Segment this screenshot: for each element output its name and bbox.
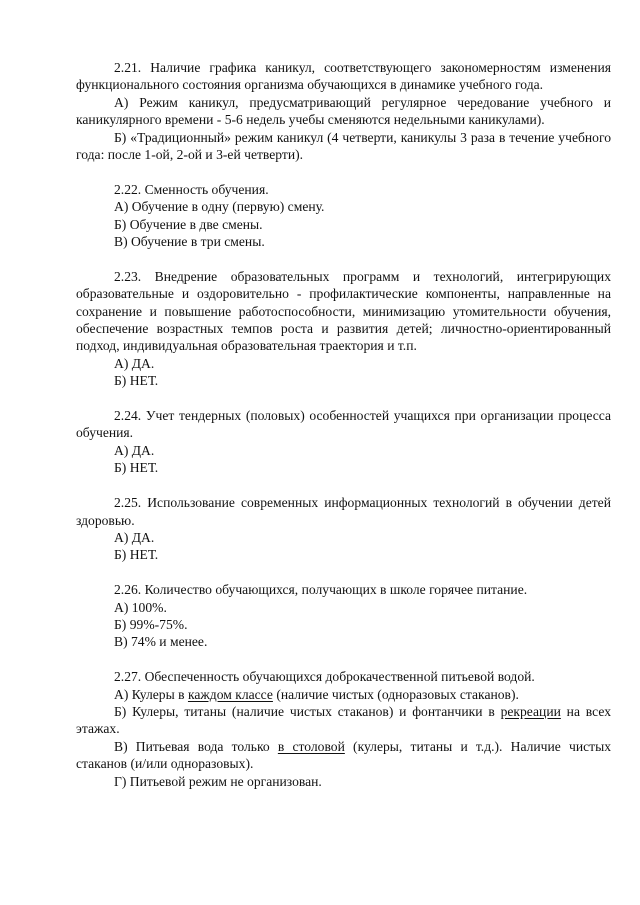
option-a: А) Обучение в одну (первую) смену.	[114, 199, 325, 215]
option-b: Б) НЕТ.	[114, 460, 159, 476]
option-a	[76, 686, 611, 703]
option-d: Г) Питьевой режим не организован.	[114, 773, 322, 789]
option-a: А) 100%.	[114, 599, 167, 615]
option-c: В) Обучение в три смены.	[114, 234, 265, 250]
section-2-24	[76, 407, 611, 477]
question-2-24: 2.24. Учет тендерных (половых) особенностей учащихся при организации процесса обучения.	[76, 408, 611, 441]
option-b: Б) Обучение в две смены.	[114, 216, 263, 232]
option-c-underlined: в столовой	[277, 738, 345, 754]
option-c-text-2: (кулеры, титаны и т.д.). Наличие чистых стаканов (и/или одноразовых).	[76, 738, 611, 772]
option-b: Б) НЕТ.	[114, 547, 159, 563]
question-2-25: 2.25. Использование современных информационных технологий в обучении детей здоровью.	[76, 495, 611, 528]
option-b: Б) «Традиционный» режим каникул (4 четверти, каникулы 3 раза в течение учебного года: после 1-ой, 2-ой и 3-ей четверти).	[76, 129, 611, 163]
question-2-26: 2.26. Количество обучающихся, получающих в школе горячее питание.	[114, 582, 528, 598]
section-2-23	[76, 268, 611, 390]
section-2-26	[76, 581, 611, 651]
option-b-text-2: на всех этажах.	[76, 703, 611, 737]
section-2-25	[76, 494, 611, 564]
option-b-underlined: рекреации	[500, 703, 561, 719]
option-c	[76, 738, 611, 773]
option-a-text-1: А) Кулеры в	[114, 686, 188, 702]
option-a: А) ДА.	[114, 442, 155, 458]
option-c-text-1: В) Питьевая вода только	[114, 738, 278, 754]
option-b-text-1: Б) Кулеры, титаны (наличие чистых стаканов) и фонтанчики в	[114, 703, 501, 719]
section-2-21	[76, 59, 611, 163]
option-a-text-2: (наличие чистых (одноразовых стаканов).	[272, 686, 519, 702]
question-2-27: 2.27. Обеспеченность обучающихся доброкачественной питьевой водой.	[114, 669, 535, 685]
question-2-23: 2.23. Внедрение образовательных программ и технологий, интегрирующих образовательные и оздоровительно - профилактические компоненты, направленные на сохранение и повышение работоспособности, минимизацию утомительности обучения, обеспечение возрастных темпов роста и развития детей; личностно-ориентированный подход, индивидуальная образовательная траектория и т.п.	[76, 268, 611, 354]
option-a: А) Режим каникул, предусматривающий регулярное чередование учебного и каникулярного времени - 5-6 недель учебы сменяются недельными каникулами).	[76, 94, 611, 128]
option-a: А) ДА.	[114, 355, 155, 371]
option-b	[76, 703, 611, 738]
document-body	[76, 59, 611, 807]
question-2-22: 2.22. Сменность обучения.	[114, 181, 269, 197]
option-b: Б) НЕТ.	[114, 373, 159, 389]
section-2-27	[76, 668, 611, 790]
option-c: В) 74% и менее.	[114, 634, 208, 650]
option-a-underlined: каждом классе	[187, 686, 273, 702]
option-b: Б) 99%-75%.	[114, 616, 188, 632]
option-a: А) ДА.	[114, 529, 155, 545]
question-2-21: 2.21. Наличие графика каникул, соответствующего закономерностям изменения функционального состояния организма обучающихся в динамике учебного года.	[76, 60, 611, 93]
section-2-22	[76, 181, 611, 251]
